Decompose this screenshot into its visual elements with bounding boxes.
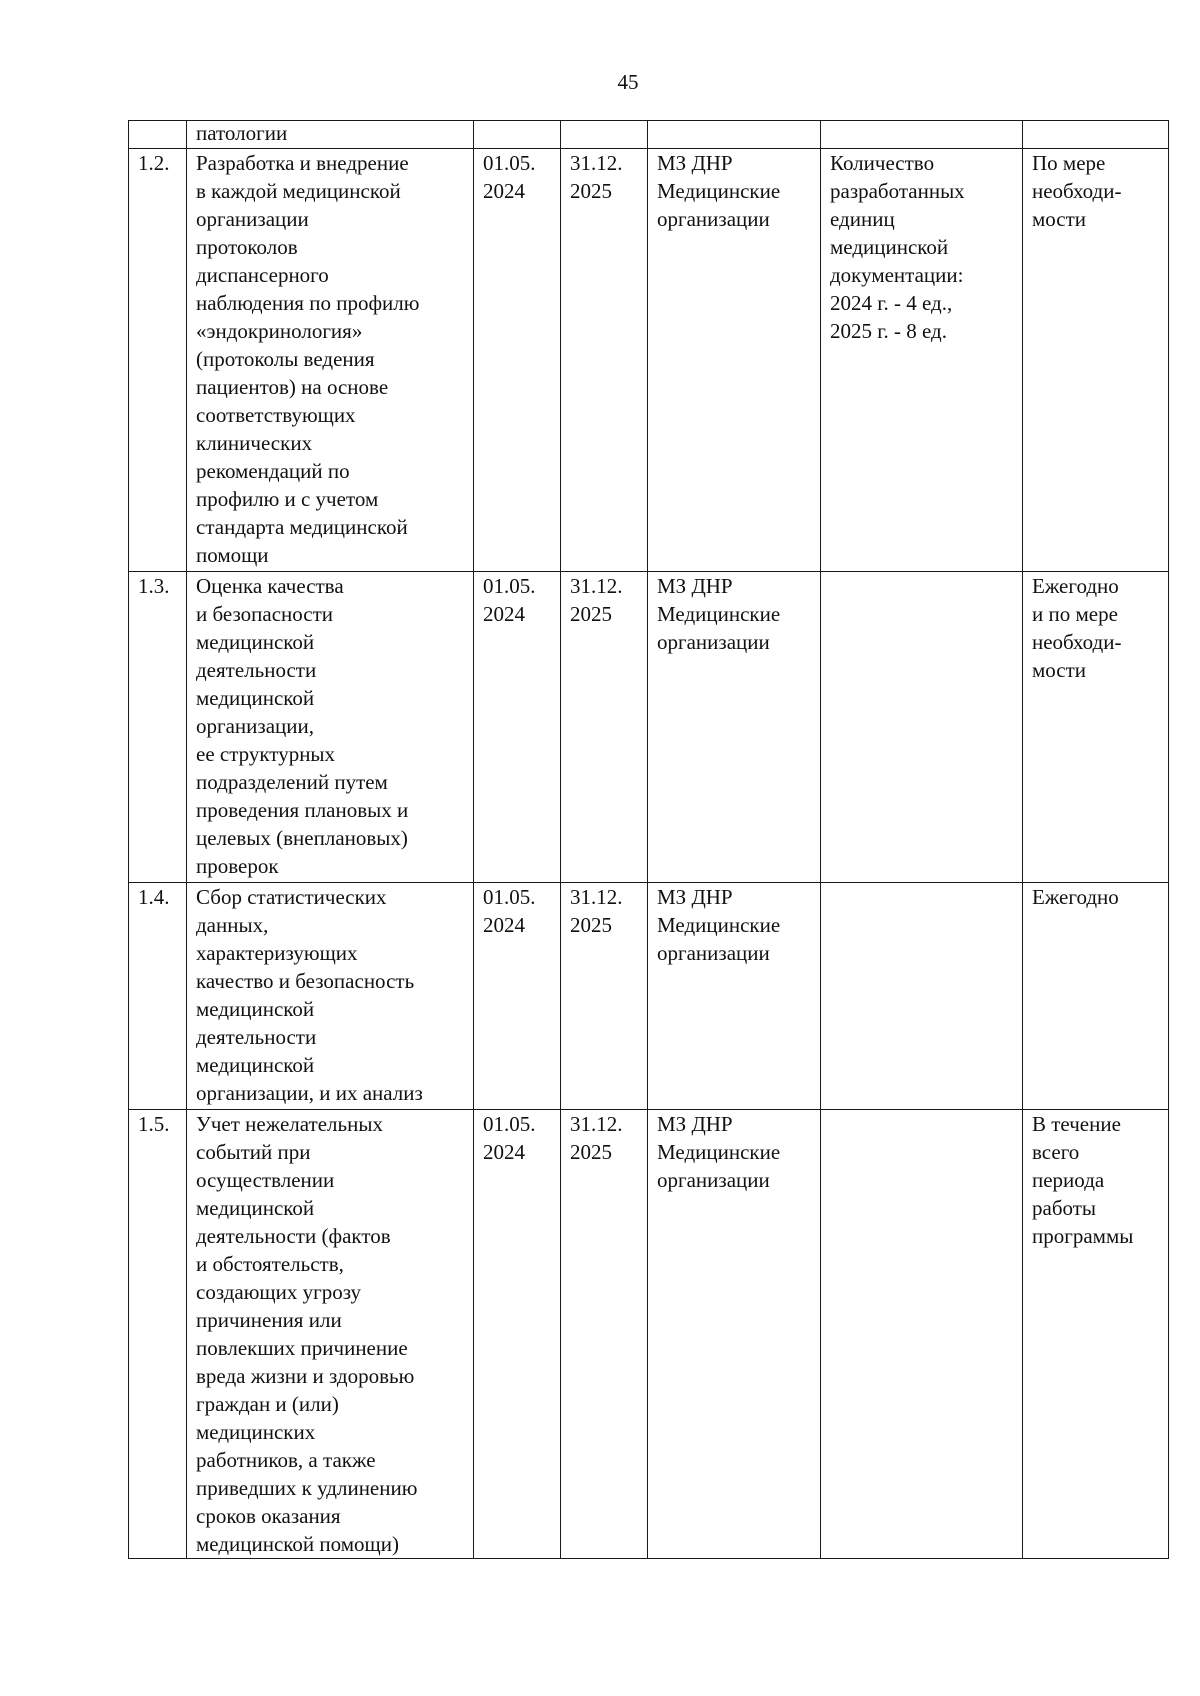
table-row: [129, 121, 1169, 149]
end-date-cell: 31.12. 2025: [561, 149, 648, 572]
end-date-cell: 31.12. 2025: [561, 1110, 648, 1559]
activity-name-cell: Разработка и внедрение в каждой медицинской организации протоколов диспансерного наблюдения по профилю «эндокринология» (протоколы ведения пациентов) на основе соответствующих клинических рекомендаций по профилю и с учетом стандарта медицинской помощи: [187, 149, 474, 572]
periodicity-cell: Ежегодно и по мере необходи- мости: [1023, 572, 1169, 883]
activity-name-cell: Оценка качества и безопасности медицинской деятельности медицинской организации, ее структурных подразделений путем проведения плановых и целевых (внеплановых) проверок: [187, 572, 474, 883]
activity-name-cell: патологии: [187, 121, 474, 149]
indicator-cell: Количество разработанных единиц медицинской документации: 2024 г. - 4 ед., 2025 г. - 8 ед.: [821, 149, 1023, 572]
periodicity-cell: В течение всего периода работы программы: [1023, 1110, 1169, 1559]
start-date-cell: 01.05. 2024: [474, 1110, 561, 1559]
indicator-cell: [821, 1110, 1023, 1559]
page-number: 45: [617, 70, 639, 94]
item-number-cell: 1.5.: [129, 1110, 187, 1559]
indicator-cell: [821, 121, 1023, 149]
end-date-cell: 31.12. 2025: [561, 572, 648, 883]
start-date-cell: [474, 121, 561, 149]
periodicity-cell: По мере необходи- мости: [1023, 149, 1169, 572]
end-date-cell: [561, 121, 648, 149]
table-row: [129, 149, 1169, 572]
activity-name-cell: Учет нежелательных событий при осуществлении медицинской деятельности (фактов и обстоятельств, создающих угрозу причинения или повлекших причинение вреда жизни и здоровью граждан и (или) медицинских работников, а также приведших к удлинению сроков оказания медицинской помощи): [187, 1110, 474, 1559]
item-number-cell: [129, 121, 187, 149]
periodicity-cell: Ежегодно: [1023, 883, 1169, 1110]
responsible-cell: МЗ ДНР Медицинские организации: [648, 883, 821, 1110]
action-plan-table: [128, 120, 1169, 1559]
start-date-cell: 01.05. 2024: [474, 149, 561, 572]
item-number-cell: 1.3.: [129, 572, 187, 883]
table-row: [129, 1110, 1169, 1559]
responsible-cell: МЗ ДНР Медицинские организации: [648, 572, 821, 883]
responsible-cell: МЗ ДНР Медицинские организации: [648, 1110, 821, 1559]
start-date-cell: 01.05. 2024: [474, 883, 561, 1110]
item-number-cell: 1.4.: [129, 883, 187, 1110]
end-date-cell: 31.12. 2025: [561, 883, 648, 1110]
indicator-cell: [821, 883, 1023, 1110]
start-date-cell: 01.05. 2024: [474, 572, 561, 883]
table-row: [129, 883, 1169, 1110]
periodicity-cell: [1023, 121, 1169, 149]
item-number-cell: 1.2.: [129, 149, 187, 572]
responsible-cell: [648, 121, 821, 149]
activity-name-cell: Сбор статистических данных, характеризующих качество и безопасность медицинской деятельности медицинской организации, и их анализ: [187, 883, 474, 1110]
responsible-cell: МЗ ДНР Медицинские организации: [648, 149, 821, 572]
table-row: [129, 572, 1169, 883]
indicator-cell: [821, 572, 1023, 883]
